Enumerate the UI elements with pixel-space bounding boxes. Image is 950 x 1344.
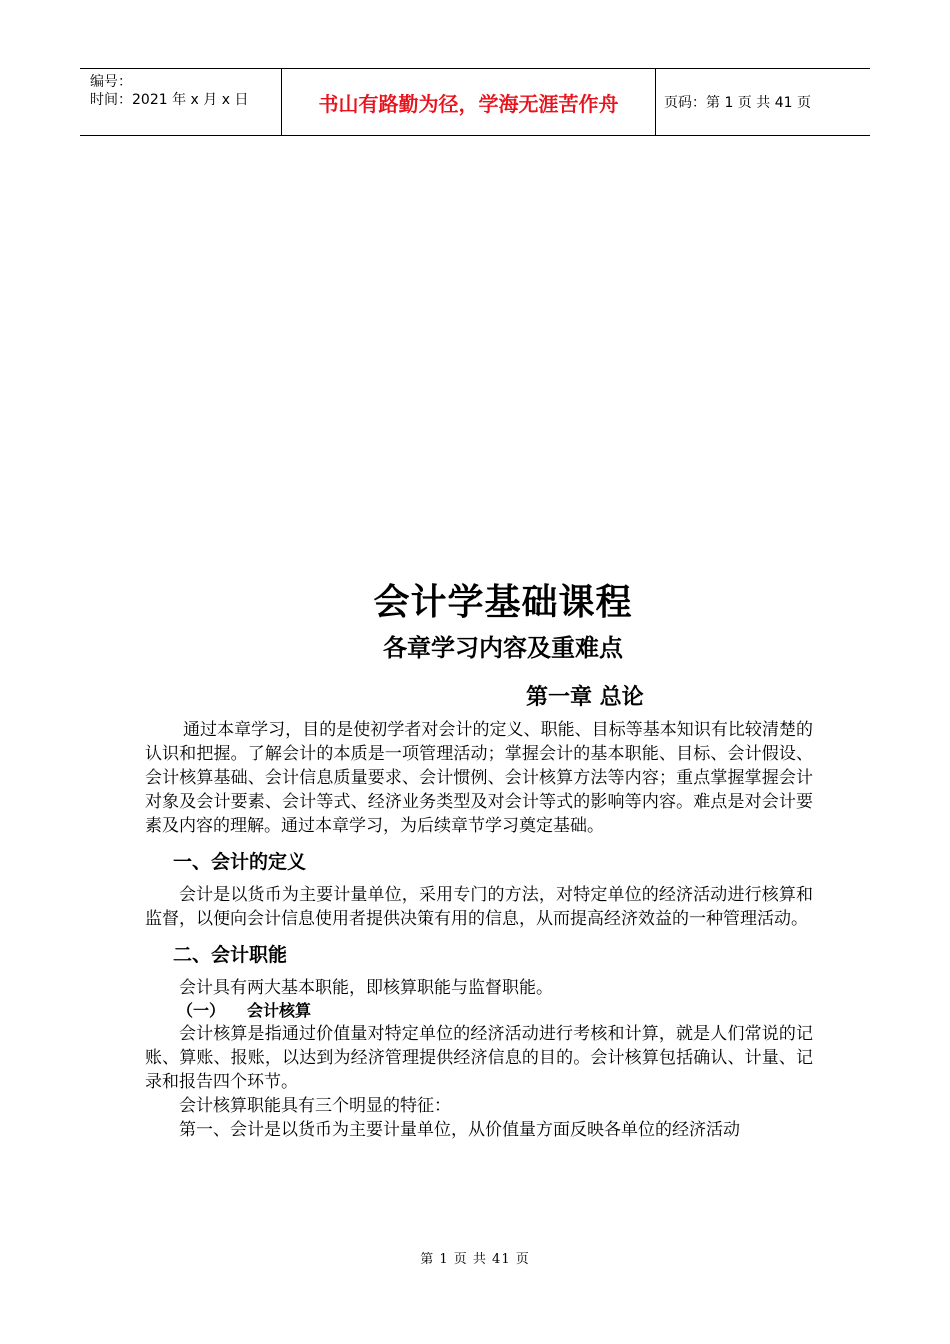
intro-paragraph: 通过本章学习，目的是使初学者对会计的定义、职能、目标等基本知识有比较清楚的认识和把握。了解会计的本质是一项管理活动；掌握会计的基本职能、目标、会计假设、会计核算基础、会计信息质量要求、会计惯例、会计核算方法等内容；重点掌握掌握会计对象及会计要素、会计等式、经济业务类型及对会计等式的影响等内容。难点是对会计要素及内容的理解。通过本章学习，为后续章节学习奠定基础。 (145, 720, 813, 836)
header-motto: 书山有路勤为径，学海无涯苦作舟 (282, 69, 656, 135)
document-body (145, 718, 813, 1142)
features-intro-paragraph: 会计核算职能具有三个明显的特征： (179, 1096, 451, 1116)
subsection-heading-accounting (145, 1000, 813, 1022)
accounting-paragraph: 会计核算是指通过价值量对特定单位的经济活动进行考核和计算，就是人们常说的记账、算账、报账，以达到为经济管理提供经济信息的目的。会计核算包括确认、计量、记录和报告四个环节。 (145, 1024, 813, 1092)
chapter-heading: 第一章 总论 (526, 685, 644, 710)
document-subtitle: 各章学习内容及重难点 (383, 634, 623, 662)
header-meta (80, 69, 282, 135)
definition-paragraph: 会计是以货币为主要计量单位，采用专门的方法，对特定单位的经济活动进行核算和监督，以便向会计信息使用者提供决策有用的信息，从而提高经济效益的一种管理活动。 (145, 885, 813, 929)
section-heading-functions: 二、会计职能 (173, 944, 288, 966)
time-label: 时间：2021 年 x 月 x 日 (90, 92, 249, 108)
page-footer: 第 1 页 共 41 页 (420, 1252, 530, 1267)
page-header (80, 68, 870, 136)
subsection-number: （一） (177, 1001, 226, 1020)
document-title: 会计学基础课程 (373, 582, 633, 623)
subsection-title: 会计核算 (247, 1001, 312, 1020)
feature-one-paragraph: 第一、会计是以货币为主要计量单位，从价值量方面反映各单位的经济活动 (179, 1120, 740, 1140)
section-heading-definition: 一、会计的定义 (173, 851, 307, 873)
header-page-info: 页码：第 1 页 共 41 页 (664, 95, 811, 111)
functions-paragraph: 会计具有两大基本职能，即核算职能与监督职能。 (179, 978, 553, 998)
number-label: 编号： (90, 74, 132, 90)
